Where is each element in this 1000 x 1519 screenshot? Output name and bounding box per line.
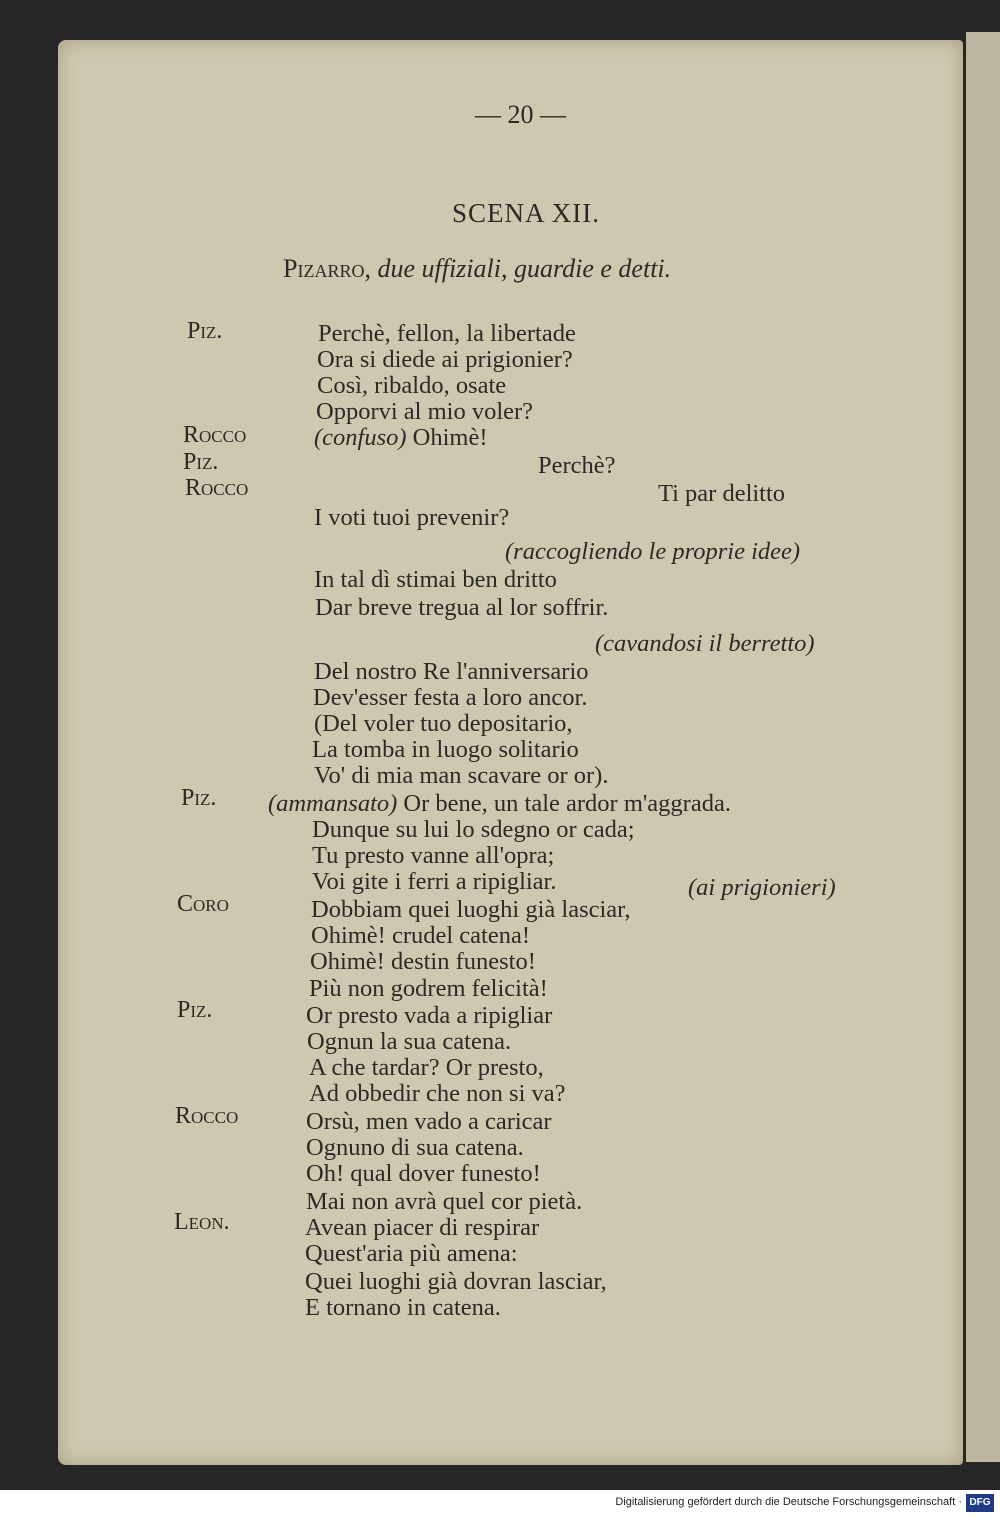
speaker-label: Piz. — [183, 449, 219, 475]
verse-line: Quest'aria più amena: — [305, 1240, 518, 1267]
verse-line: Dobbiam quei luoghi già lasciar, — [311, 896, 631, 923]
verse-line: Perchè, fellon, la libertade — [318, 320, 576, 347]
verse-line: Perchè? — [538, 452, 616, 479]
verse-line: Ognuno di sua catena. — [306, 1134, 524, 1161]
verse-line: Ohimè! destin funesto! — [310, 948, 536, 975]
verse-line: Più non godrem felicità! — [309, 975, 548, 1002]
stage-direction: (cavandosi il berretto) — [595, 630, 815, 657]
speaker-label: Rocco — [185, 475, 249, 501]
verse-line: A che tardar? Or presto, — [309, 1054, 544, 1081]
verse-line: Or presto vada a ripigliar — [306, 1002, 553, 1029]
verse-line: I voti tuoi prevenir? — [314, 504, 510, 531]
verse-line: (Del voler tuo depositario, — [314, 710, 573, 737]
speaker-label: Rocco — [175, 1103, 239, 1129]
cast-rest: due uffiziali, guardie e detti. — [377, 254, 672, 283]
verse-line: Ti par delitto — [658, 480, 786, 507]
speaker-label: Piz. — [181, 785, 217, 811]
verse-text: Or bene, un tale ardor m'aggrada. — [403, 790, 731, 817]
verse-line: Dar breve tregua al lor soffrir. — [315, 594, 609, 621]
stage-direction: (confuso) — [314, 424, 407, 451]
verse-line — [268, 790, 731, 818]
stage-direction: (ai prigionieri) — [688, 874, 836, 901]
verse-line: Opporvi al mio voler? — [316, 398, 534, 425]
speaker-label: Coro — [177, 891, 229, 917]
verse-line: Dev'esser festa a loro ancor. — [313, 684, 588, 711]
verse-line: In tal dì stimai ben dritto — [314, 566, 557, 593]
verse-line: Quei luoghi già dovran lasciar, — [305, 1268, 607, 1295]
verse-line: Mai non avrà quel cor pietà. — [306, 1188, 583, 1215]
speaker-label: Piz. — [177, 997, 213, 1023]
verse-line: Tu presto vanne all'opra; — [312, 842, 555, 869]
verse-line: Così, ribaldo, osate — [317, 372, 507, 399]
cast-line — [283, 254, 671, 284]
footer-bar — [0, 1490, 1000, 1519]
scene-title: SCENA XII. — [452, 198, 601, 228]
verse-line: Ora si diede ai prigionier? — [317, 346, 573, 373]
verse-line: Ad obbedir che non si va? — [309, 1080, 566, 1107]
verse-text: Ohimè! — [412, 424, 488, 451]
verse-line: Voi gite i ferri a ripigliar. — [312, 868, 557, 895]
verse-line: La tomba in luogo solitario — [312, 736, 579, 763]
speaker-label: Piz. — [187, 318, 223, 344]
verse-line: Ognun la sua catena. — [307, 1028, 512, 1055]
verse-line: Del nostro Re l'anniversario — [314, 658, 589, 685]
stage-direction: (ammansato) — [268, 790, 398, 817]
verse-line: Vo' di mia man scavare or or). — [314, 762, 609, 789]
digitization-credit: Digitalisierung gefördert durch die Deutsche Forschungsgemeinschaft · — [615, 1496, 962, 1508]
verse-line: E tornano in catena. — [305, 1294, 501, 1321]
speaker-label: Leon. — [174, 1209, 230, 1235]
verse-line: Oh! qual dover funesto! — [306, 1160, 541, 1187]
verse-line: Avean piacer di respirar — [305, 1214, 540, 1241]
page-number: — 20 — — [475, 100, 566, 129]
stage-direction: (raccogliendo le proprie idee) — [505, 538, 801, 565]
verse-line: Ohimè! crudel catena! — [311, 922, 531, 949]
verse-line — [314, 424, 488, 452]
verse-line: Dunque su lui lo sdegno or cada; — [312, 816, 635, 843]
adjacent-page-edge — [966, 32, 1000, 1462]
speaker-label: Rocco — [183, 422, 247, 448]
dfg-logo-icon: DFG — [966, 1494, 994, 1512]
cast-name: Pizarro, — [283, 254, 371, 283]
verse-line: Orsù, men vado a caricar — [306, 1108, 552, 1135]
